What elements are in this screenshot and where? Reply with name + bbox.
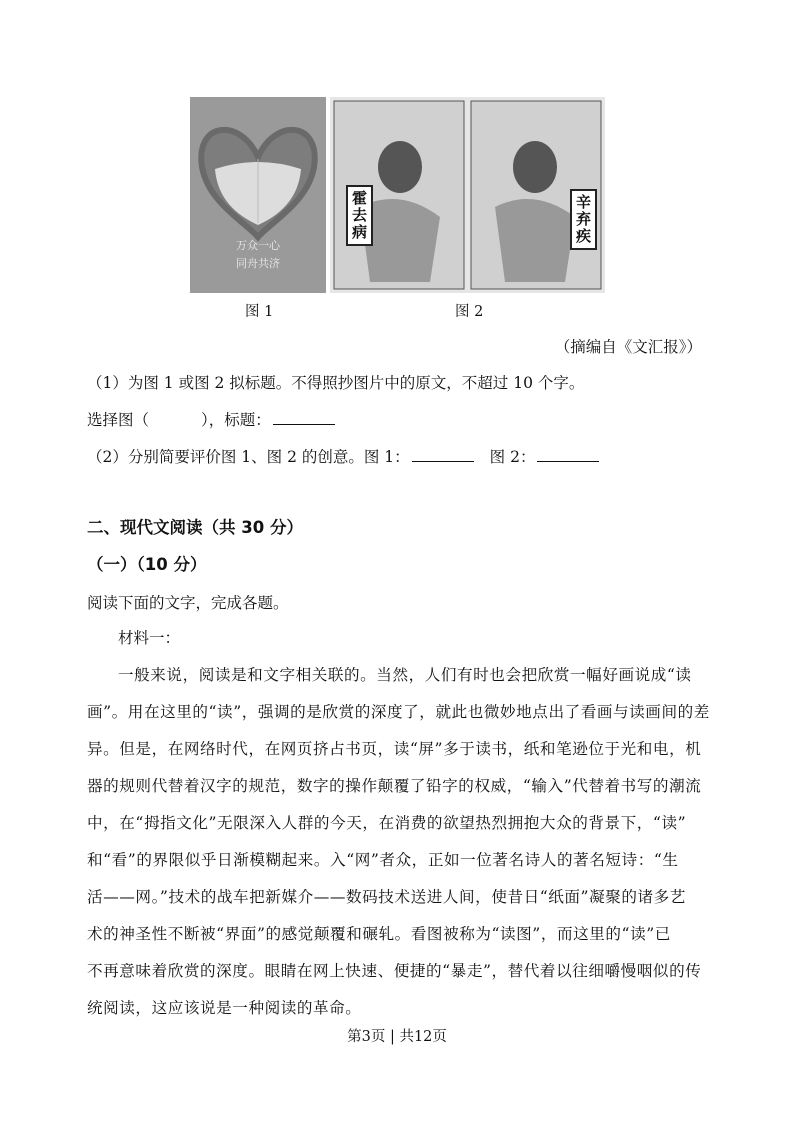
title-answer-blank[interactable] [273,410,335,425]
figure-1-answer-blank[interactable] [412,447,474,462]
figure-2-caption: 图 2 [455,304,484,320]
figure-1-caption: 图 1 [245,304,274,320]
subsection-heading: （一）（10 分） [87,555,207,574]
figure-2-image [330,97,605,293]
passage-line: 器的规则代替着汉字的规范，数字的操作颠覆了铅字的权威，“输入”代替着书写的潮流 [87,777,702,795]
page-footer: 第3页 | 共12页 [347,1029,447,1045]
passage-line: 画”。用在这里的“读”，强调的是欣赏的深度了，就此也微妙地点出了看画与读画间的差 [87,703,710,721]
figure-1-motto-line1: 万众一心 [236,239,280,252]
passage-line: 统阅读，这应该说是一种阅读的革命。 [87,999,362,1017]
passage-line: 中，在“拇指文化”无限深入人群的今天，在消费的欲望热烈拥抱大众的背景下，“读” [87,814,687,832]
section-heading: 二、现代文阅读（共 30 分） [87,518,303,537]
question-2 [87,447,599,467]
instruction: 阅读下面的文字，完成各题。 [87,594,289,612]
figure-1-motto-line2: 同舟共济 [236,257,280,270]
figure-1-image [190,97,326,293]
passage-line: 活——网。”技术的战车把新媒介——数码技术送进人间，使昔日“纸面”凝聚的诸多艺 [87,888,686,906]
passage-line: 不再意味着欣赏的深度。眼睛在网上快速、便捷的“暴走”，替代着以往细嚼慢咽似的传 [87,962,702,980]
source-note: （摘编自《文汇报》） [554,338,702,356]
choose-suffix: ），标题： [201,411,271,429]
question-1: （1）为图 1 或图 2 拟标题。不得照抄图片中的原文，不超过 10 个字。 [87,374,585,392]
passage-line: 和“看”的界限似乎日渐模糊起来。入“网”者众，正如一位著名诗人的著名短诗：“生 [87,851,679,869]
figure-2-answer-blank[interactable] [537,447,599,462]
question-2-text: （2）分别简要评价图 1、图 2 的创意。图 1： [87,448,410,466]
material-label: 材料一： [118,629,181,647]
figure-2-left-stamp: 霍去病 [346,185,373,246]
passage-line: 异。但是，在网络时代，在网页挤占书页，读“屏”多于读书，纸和笔逊位于光和电，机 [87,740,702,758]
figure-2-right-stamp: 辛弃疾 [570,189,597,250]
passage-line: 术的神圣性不断被“界面”的感觉颠覆和碾轧。看图被称为“读图”，而这里的“读”已 [87,925,671,943]
passage-line: 一般来说，阅读是和文字相关联的。当然，人们有时也会把欣赏一幅好画说成“读 [118,666,692,684]
figure-2-label: 图 2： [489,448,536,466]
choose-prefix: 选择图（ [87,411,150,429]
question-1-answer-line [87,410,335,430]
